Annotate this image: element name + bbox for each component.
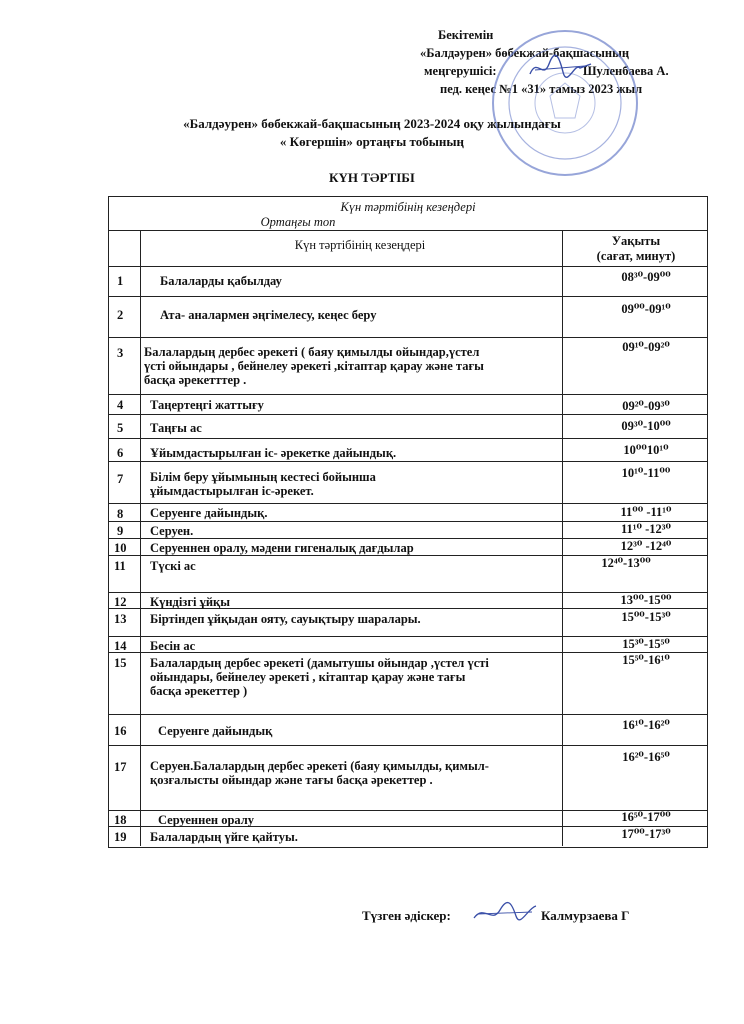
- row-separator: [108, 503, 708, 504]
- header-top-group: Ортаңғы топ: [260, 215, 336, 229]
- row-activity: Серуен.Балалардың дербес әрекеті (баяу қимылды, қимыл-қозғалысты ойындар және тағы басқа әрекеттер .: [150, 759, 489, 787]
- approval-line-2: «Балдәурен» бөбекжай-бақшасының: [420, 46, 630, 60]
- row-number: 1: [117, 274, 124, 288]
- row-separator: [108, 296, 708, 297]
- row-activity: Балаларды қабылдау: [160, 274, 282, 288]
- row-time: 15⁵⁰-16¹⁰: [622, 653, 670, 667]
- row-time: 12⁴⁰-13⁰⁰: [601, 556, 651, 570]
- row-number: 6: [117, 446, 124, 460]
- approval-line-4: пед. кеңес №1 «31» тамыз 2023 жыл: [440, 82, 643, 96]
- row-separator: [108, 714, 708, 715]
- row-time: 17⁰⁰-17³⁰: [621, 827, 671, 841]
- compiler-label: Түзген әдіскер:: [362, 908, 451, 923]
- row-time: 10¹⁰-11⁰⁰: [621, 466, 671, 480]
- row-activity: Таңертеңгі жаттығу: [150, 398, 264, 412]
- row-separator: [108, 438, 708, 439]
- row-number: 4: [117, 398, 124, 412]
- row-activity: Бесін ас: [150, 639, 196, 653]
- row-time: 16²⁰-16⁵⁰: [622, 750, 670, 764]
- column-header-time: Уақыты: [611, 234, 661, 248]
- row-activity: Серуеннен оралу: [158, 813, 255, 827]
- document-title: КҮН ТӘРТІБІ: [329, 170, 415, 185]
- row-separator: [108, 337, 708, 338]
- row-time: 09¹⁰-09²⁰: [622, 340, 670, 354]
- row-activity: Серуенге дайындық: [158, 724, 273, 738]
- row-separator: [108, 461, 708, 462]
- row-time: 13⁰⁰-15⁰⁰: [620, 593, 672, 607]
- row-activity: Біртіндеп ұйқыдан ояту, сауықтыру шаралары.: [150, 612, 421, 626]
- row-time: 10⁰⁰10¹⁰: [623, 443, 669, 457]
- compiler-signature: [470, 898, 540, 928]
- row-number: 17: [114, 760, 127, 774]
- row-number: 12: [114, 595, 127, 609]
- round-seal-stamp: [490, 28, 640, 178]
- row-time: 15⁰⁰-15³⁰: [621, 610, 671, 624]
- row-separator: [108, 230, 708, 231]
- row-activity: Балалардың үйге қайтуы.: [150, 830, 298, 844]
- title-line-1: «Балдәурен» бөбекжай-бақшасының 2023-2024 оқу жылындағы: [183, 116, 561, 131]
- row-activity: Балалардың дербес әрекеті ( баяу қимылды ойындар,үстел үсті ойындары , бейнелеу әрекеті ,кітаптар қарау және тағы басқа әрекетттер .: [144, 345, 484, 387]
- row-number: 18: [114, 813, 127, 827]
- row-number: 5: [117, 421, 124, 435]
- row-number: 19: [114, 830, 127, 844]
- row-number: 11: [114, 559, 126, 573]
- column-header-time-unit: (сағат, минут): [596, 249, 676, 263]
- approval-position: меңгерушісі:: [424, 64, 497, 78]
- column-header-activity: Күн тәртібінің кезеңдері: [294, 238, 426, 252]
- row-activity: Ата- аналармен әңгімелесу, кеңес беру: [160, 308, 377, 322]
- row-number: 7: [117, 472, 124, 486]
- row-number: 14: [114, 639, 127, 653]
- row-activity: Серуен.: [150, 524, 194, 538]
- row-time: 09³⁰-10⁰⁰: [621, 419, 671, 433]
- row-activity: Серуенге дайындық.: [150, 506, 268, 520]
- row-number: 15: [114, 656, 127, 670]
- row-activity: Таңғы ас: [150, 421, 202, 435]
- row-number: 8: [117, 507, 124, 521]
- header-top-title: Күн тәртібінің кезеңдері: [340, 200, 476, 214]
- schedule-table: [108, 196, 708, 848]
- row-time: 09⁰⁰-09¹⁰: [621, 302, 671, 316]
- approval-signature: [525, 52, 595, 82]
- row-time: 08³⁰-09⁰⁰: [621, 270, 671, 284]
- approval-line-1: Бекітемін: [438, 28, 494, 42]
- title-line-2: « Көгершін» ортаңғы тобының: [279, 134, 465, 149]
- row-activity: Күндізгі ұйқы: [150, 595, 231, 609]
- row-activity: Серуеннен оралу, мәдени гигеналық дағдылар: [150, 541, 414, 555]
- row-time: 09²⁰-09³⁰: [622, 399, 670, 413]
- row-activity: Білім беру ұйымының кестесі бойынша ұйымдастырылған іс-әрекет.: [150, 470, 376, 498]
- row-separator: [108, 266, 708, 267]
- row-time: 15³⁰-15⁵⁰: [622, 637, 670, 651]
- row-number: 9: [117, 524, 124, 538]
- row-activity: Түскі ас: [150, 559, 196, 573]
- row-separator: [108, 394, 708, 395]
- row-time: 11¹⁰ -12³⁰: [620, 522, 672, 536]
- row-time: 11⁰⁰ -11¹⁰: [620, 505, 672, 519]
- row-number: 16: [114, 724, 127, 738]
- row-number: 2: [117, 308, 124, 322]
- compiler-name: Калмурзаева Г: [541, 908, 630, 923]
- row-time: 16⁵⁰-17⁰⁰: [621, 810, 671, 824]
- row-activity: Ұйымдастырылған іс- әрекетке дайындық.: [150, 446, 397, 460]
- approval-name: Шуленбаева А.: [582, 64, 669, 78]
- row-separator: [108, 414, 708, 415]
- row-number: 10: [114, 541, 127, 555]
- row-time: 16¹⁰-16²⁰: [622, 718, 670, 732]
- row-number: 13: [114, 612, 127, 626]
- row-activity: Балалардың дербес әрекеті (дамытушы ойындар ,үстел үсті ойындары, бейнелеу әрекеті , кітаптар қарау және тағы басқа әрекеттер ): [150, 656, 489, 698]
- row-number: 3: [117, 346, 124, 360]
- row-separator: [108, 745, 708, 746]
- row-time: 12³⁰ -12⁴⁰: [620, 539, 672, 553]
